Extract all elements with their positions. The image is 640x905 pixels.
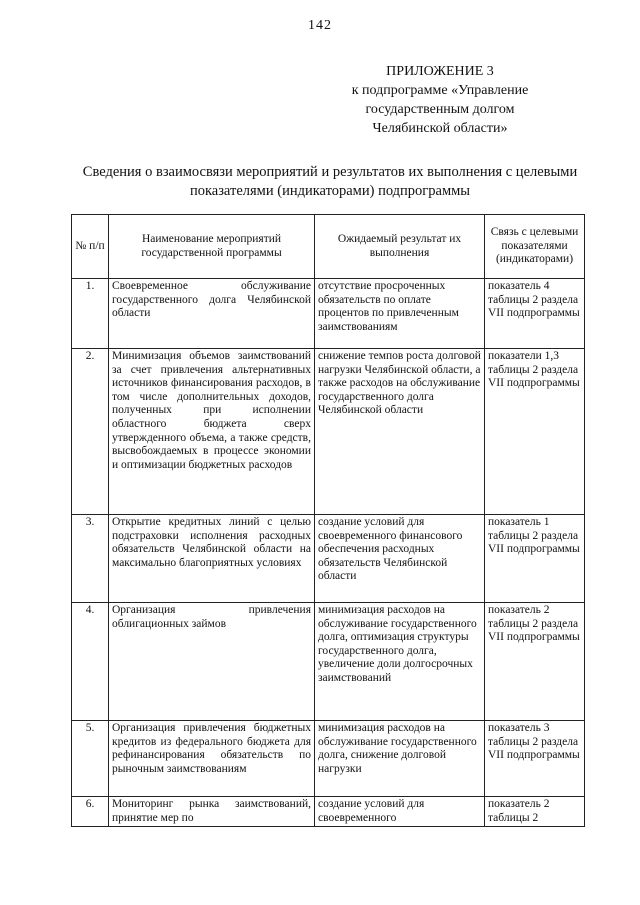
row-name: Организация привлечения облигационных займов bbox=[109, 603, 315, 721]
row-num: 4. bbox=[72, 603, 109, 721]
appendix-line: Челябинской области» bbox=[372, 121, 508, 136]
table-row bbox=[72, 721, 585, 797]
measures-table bbox=[71, 214, 585, 827]
row-name: Мониторинг рынка заимствований, принятие мер по bbox=[109, 797, 315, 827]
document-title bbox=[60, 163, 600, 201]
header-result: Ожидаемый результат их выполнения bbox=[315, 215, 485, 279]
row-num: 3. bbox=[72, 515, 109, 603]
row-num: 1. bbox=[72, 279, 109, 349]
appendix-title: ПРИЛОЖЕНИЕ 3 bbox=[386, 64, 494, 79]
row-result: отсутствие просроченных обязательств по оплате процентов по привлеченным заимствованиям bbox=[315, 279, 485, 349]
table-row bbox=[72, 603, 585, 721]
row-result: создание условий для своевременного финансового обеспечения расходных обязательств Челябинской области bbox=[315, 515, 485, 603]
row-result: минимизация расходов на обслуживание государственного долга, снижение долговой нагрузки bbox=[315, 721, 485, 797]
row-link: показатель 2 таблицы 2 bbox=[485, 797, 585, 827]
row-result: минимизация расходов на обслуживание государственного долга, оптимизация структуры государственного долга, увеличение доли долгосрочных заимствований bbox=[315, 603, 485, 721]
row-num: 2. bbox=[72, 349, 109, 515]
row-num: 5. bbox=[72, 721, 109, 797]
row-name: Открытие кредитных линий с целью подстраховки исполнения расходных обязательств Челябинской области на максимально благоприятных условиях bbox=[109, 515, 315, 603]
table-row bbox=[72, 797, 585, 827]
header-name: Наименование мероприятий государственной программы bbox=[109, 215, 315, 279]
document-title-line: Сведения о взаимосвязи мероприятий и результатов их выполнения с целевыми bbox=[82, 164, 578, 180]
row-link: показатели 1,3 таблицы 2 раздела VII подпрограммы bbox=[485, 349, 585, 515]
row-link: показатель 3 таблицы 2 раздела VII подпрограммы bbox=[485, 721, 585, 797]
appendix-line: к подпрограмме «Управление bbox=[351, 83, 529, 98]
row-link: показатель 4 таблицы 2 раздела VII подпрограммы bbox=[485, 279, 585, 349]
table-header-row bbox=[72, 215, 585, 279]
row-num: 6. bbox=[72, 797, 109, 827]
header-num: № п/п bbox=[72, 215, 109, 279]
row-result: создание условий для своевременного bbox=[315, 797, 485, 827]
row-link: показатель 2 таблицы 2 раздела VII подпрограммы bbox=[485, 603, 585, 721]
table-row bbox=[72, 279, 585, 349]
page-number: 142 bbox=[308, 18, 332, 33]
row-name: Организация привлечения бюджетных кредитов из федерального бюджета для рефинансирования обязательств по рыночным заимствованиям bbox=[109, 721, 315, 797]
header-link: Связь с целевыми показателями (индикаторами) bbox=[485, 215, 585, 279]
document-title-line: показателями (индикаторами) подпрограммы bbox=[189, 183, 471, 199]
row-name: Своевременное обслуживание государственного долга Челябинской области bbox=[109, 279, 315, 349]
appendix-line: государственным долгом bbox=[365, 102, 515, 117]
appendix-header bbox=[300, 62, 580, 138]
table-row bbox=[72, 349, 585, 515]
table-row bbox=[72, 515, 585, 603]
row-result: снижение темпов роста долговой нагрузки Челябинской области, а также расходов на обслуживание государственного долга Челябинской области bbox=[315, 349, 485, 515]
row-link: показатель 1 таблицы 2 раздела VII подпрограммы bbox=[485, 515, 585, 603]
row-name: Минимизация объемов заимствований за счет привлечения альтернативных источников финансирования расходов, в том числе дополнительных доходов, полученных при исполнении областного бюджета сверх утвержденного объема, а также средств, высвобождаемых в процессе экономии и оптимизации бюджетных расходов bbox=[109, 349, 315, 515]
